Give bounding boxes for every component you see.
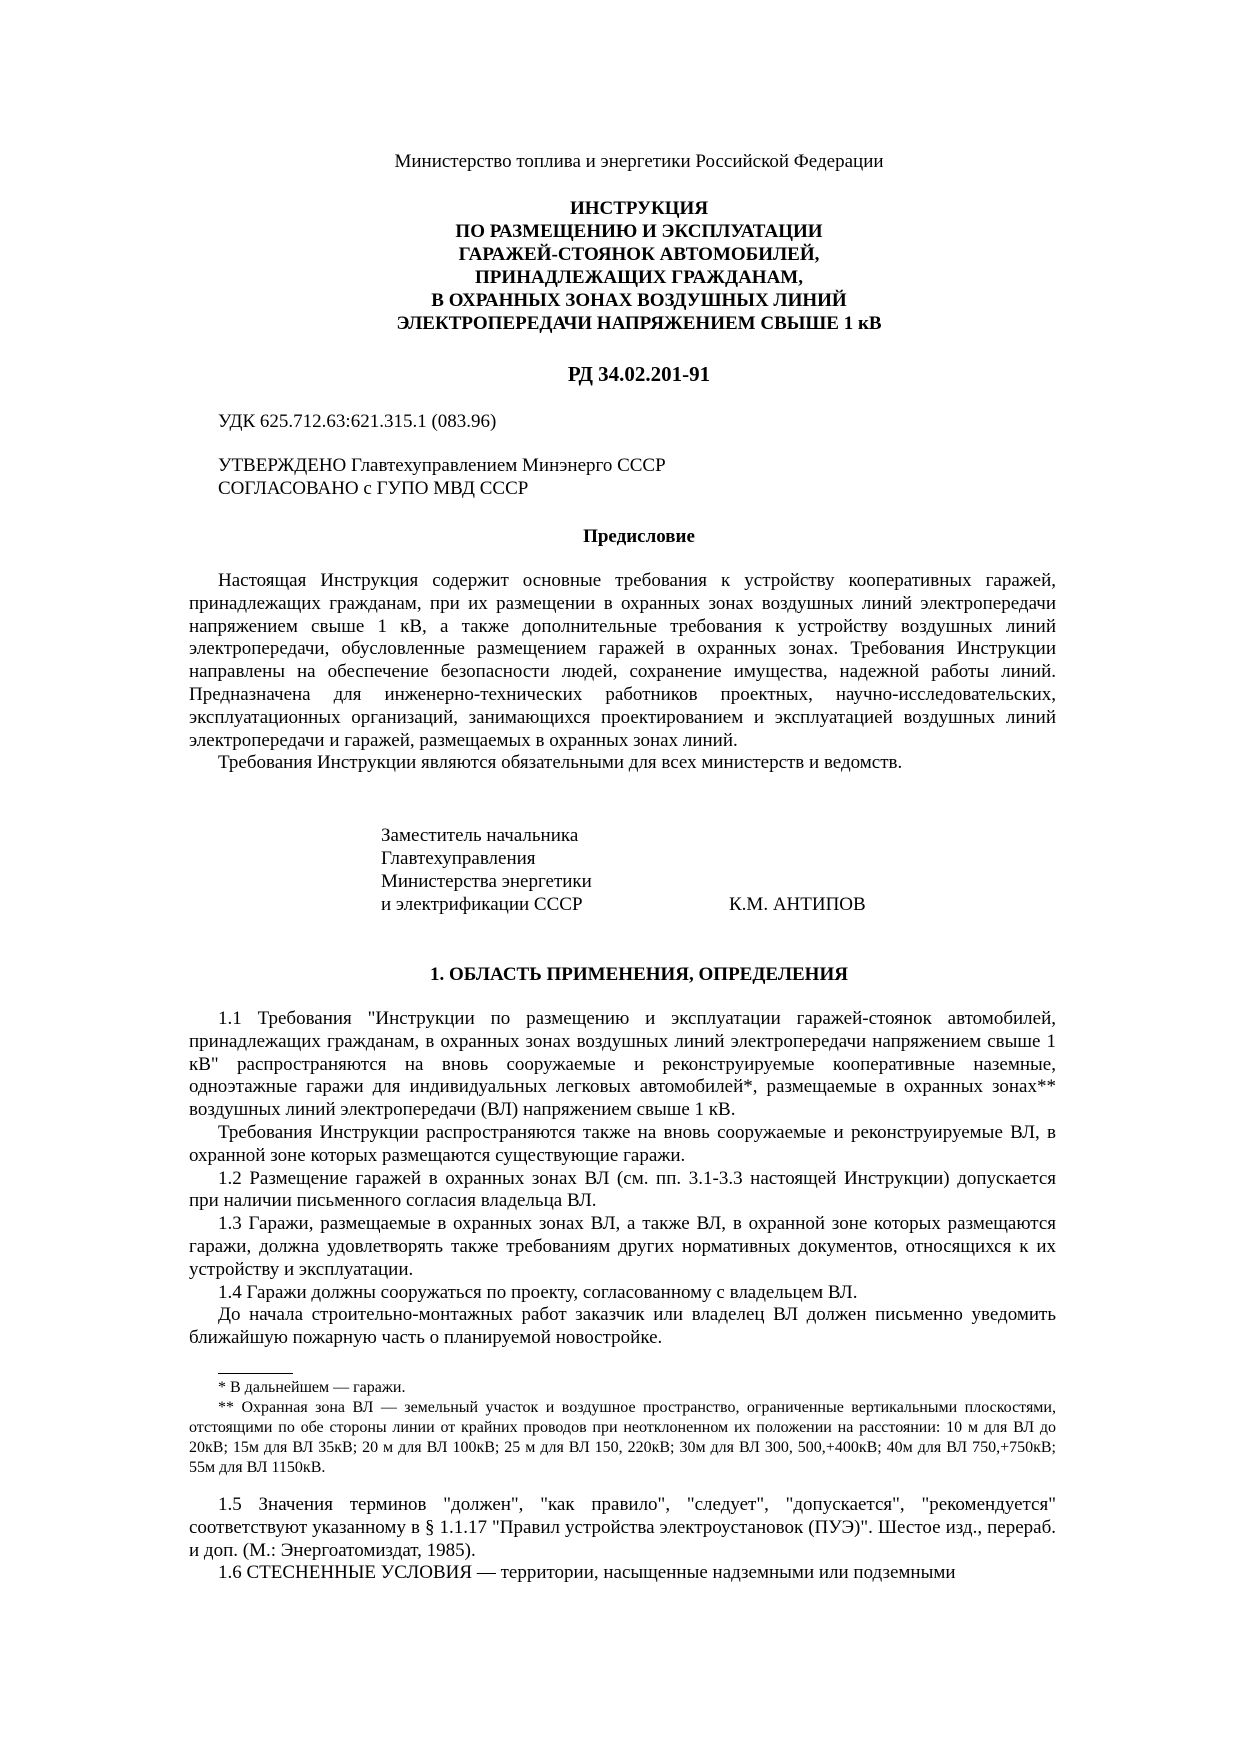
- footnote-separator: [218, 1373, 293, 1374]
- approved-by: УТВЕРЖДЕНО Главтехуправлением Минэнерго СССР: [218, 455, 666, 476]
- section-paragraph: 1.6 СТЕСНЕННЫЕ УСЛОВИЯ — территории, насыщенные надземными или подземными: [218, 1562, 956, 1584]
- section-body-continued: [189, 1494, 1056, 1585]
- document-code: РД 34.02.201-91: [567, 362, 711, 386]
- preface-text: [189, 570, 1056, 775]
- footnote: * В дальнейшем — гаражи.: [218, 1379, 406, 1396]
- signature-title: [381, 824, 592, 916]
- section-body: [189, 1008, 1056, 1350]
- signature-line: Заместитель начальника: [381, 825, 579, 846]
- section-paragraph: 1.5 Значения терминов "должен", "как правило", "следует", "допускается", "рекомендуется" соответствуют указанному в § 1.1.17 "Правил устройства электроустановок (ПУЭ)". Шестое изд., перераб. и доп. (М.: Энергоатомиздат, 1985).: [189, 1494, 1056, 1561]
- title-line: ЭЛЕКТРОПЕРЕДАЧИ НАПРЯЖЕНИЕМ СВЫШЕ 1 кВ: [396, 313, 882, 334]
- preface-paragraph: Настоящая Инструкция содержит основные требования к устройству кооперативных гаражей, принадлежащих гражданам, при их размещении в охранных зонах воздушных линий электропередачи напряжением свыше 1 кВ, а также дополнительные требования к устройству воздушных линий электропередачи, обусловленные размещением гаражей в охранных зонах. Требования Инструкции направлены на обеспечение безопасности людей, сохранение имущества, надежной работы линий. Предназначена для инженерно-технических работников проектных, научно-исследовательских, эксплуатационных организаций, занимающихся проектированием и эксплуатацией воздушных линий электропередачи и гаражей, размещаемых в охранных зонах линий.: [189, 570, 1056, 751]
- section-paragraph: 1.3 Гаражи, размещаемые в охранных зонах ВЛ, а также ВЛ, в охранной зоне которых размещаются гаражи, должна удовлетворять также требованиям других нормативных документов, относящихся к их устройству и эксплуатации.: [189, 1213, 1056, 1280]
- signature-line: и электрификации СССР: [381, 894, 583, 915]
- section-paragraph: 1.2 Размещение гаражей в охранных зонах ВЛ (см. пп. 3.1-3.3 настоящей Инструкции) допускается при наличии письменного согласия владельца ВЛ.: [189, 1167, 1056, 1212]
- preface-paragraph: Требования Инструкции являются обязательными для всех министерств и ведомств.: [218, 752, 903, 774]
- title-line: ГАРАЖЕЙ-СТОЯНОК АВТОМОБИЛЕЙ,: [458, 244, 820, 265]
- title-line: В ОХРАННЫХ ЗОНАХ ВОЗДУШНЫХ ЛИНИЙ: [431, 290, 847, 311]
- approval-block: [218, 454, 666, 500]
- section-paragraph: До начала строительно-монтажных работ заказчик или владелец ВЛ должен письменно уведомить ближайшую пожарную часть о планируемой новостройке.: [189, 1304, 1056, 1349]
- ministry-name: Министерство топлива и энергетики Российской Федерации: [394, 151, 884, 172]
- section-paragraph: 1.1 Требования "Инструкции по размещению и эксплуатации гаражей-стоянок автомобилей, принадлежащих гражданам, в охранных зонах воздушных линий электропередачи напряжением свыше 1 кВ" распространяются на вновь сооружаемые и реконструируемые кооперативные наземные, одноэтажные гаражи для индивидуальных легковых автомобилей*, размещаемые в охранных зонах** воздушных линий электропередачи (ВЛ) напряжением свыше 1 кВ.: [189, 1008, 1056, 1121]
- signature-line: Главтехуправления: [381, 848, 536, 869]
- preface-heading: Предисловие: [583, 526, 695, 547]
- section-paragraph: Требования Инструкции распространяются также на вновь сооружаемые и реконструируемые ВЛ, в охранной зоне которых размещаются существующие гаражи.: [189, 1121, 1056, 1166]
- title-line: ПО РАЗМЕЩЕНИЮ И ЭКСПЛУАТАЦИИ: [455, 221, 823, 242]
- footnotes: [189, 1378, 1056, 1478]
- document-title: [0, 197, 1240, 335]
- udk-code: УДК 625.712.63:621.315.1 (083.96): [218, 411, 497, 432]
- title-line: ПРИНАДЛЕЖАЩИХ ГРАЖДАНАМ,: [475, 267, 803, 288]
- footnote: ** Охранная зона ВЛ — земельный участок и воздушное пространство, ограниченные вертикальными плоскостями, отстоящими по обе стороны линии от крайних проводов при неотклоненном их положении на расстоянии: 10 м для ВЛ до 20кВ; 15м для ВЛ 35кВ; 20 м для ВЛ 100кВ; 25 м для ВЛ 150, 220кВ; 30м для ВЛ 300, 500,+400кВ; 40м для ВЛ 750,+750кВ; 55м для ВЛ 1150кВ.: [189, 1399, 1056, 1476]
- title-line: ИНСТРУКЦИЯ: [569, 198, 709, 219]
- section-heading: 1. ОБЛАСТЬ ПРИМЕНЕНИЯ, ОПРЕДЕЛЕНИЯ: [430, 964, 848, 985]
- signature-line: Министерства энергетики: [381, 871, 592, 892]
- section-paragraph: 1.4 Гаражи должны сооружаться по проекту, согласованному с владельцем ВЛ.: [218, 1281, 858, 1303]
- agreed-with: СОГЛАСОВАНО с ГУПО МВД СССР: [218, 478, 529, 499]
- signatory-name: К.М. АНТИПОВ: [729, 894, 866, 915]
